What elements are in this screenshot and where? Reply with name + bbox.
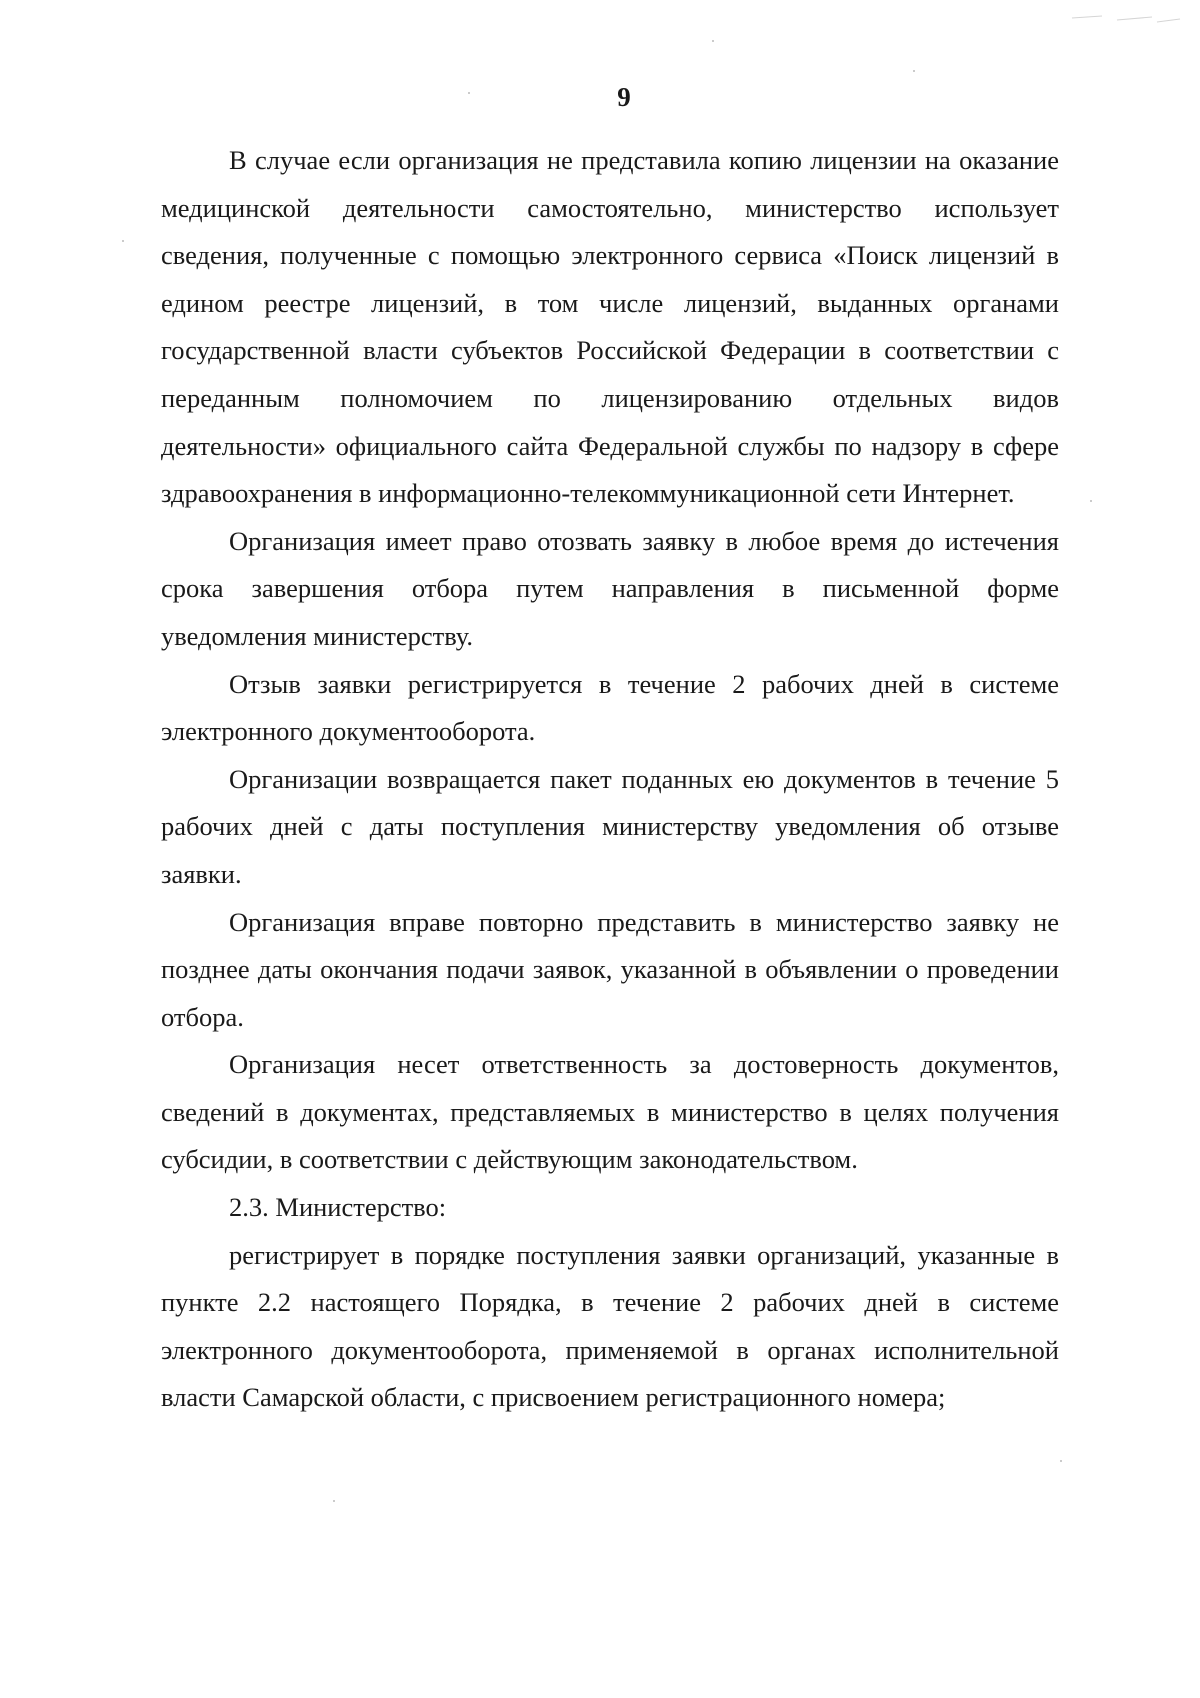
paragraph-license-info: В случае если организация не представила копию лицензии на оказание медицинской деятельности самостоятельно, министерство использует сведения, полученные с помощью электронного сервиса «Поиск лицензий в едином реестре лицензий, в том числе лицензий, выданных органами государственной власти субъектов Российской Федерации в соответствии с переданным полномочием по лицензированию отдельных видов деятельности» официального сайта Федеральной службы по надзору в сфере здравоохранения в информационно-телекоммуникационной сети Интернет. — [161, 145, 1059, 509]
paragraph-registration-duty: регистрирует в порядке поступления заявки организаций, указанные в пункте 2.2 настоящего Порядка, в течение 2 рабочих дней в системе электронного документооборота, применяемой в органах исполнительной власти Самарской области, с присвоением регистрационного номера; — [161, 1239, 1059, 1413]
document-body — [161, 137, 1059, 1422]
scan-artifact — [1062, 8, 1182, 28]
paragraph-responsibility: Организация несет ответственность за достоверность документов, сведений в документах, представляемых в министерство в целях получения субсидии, в соответствии с действующим законодательством. — [161, 1049, 1059, 1175]
scan-speck — [913, 70, 915, 72]
scan-speck — [468, 92, 470, 94]
paragraph-documents-return: Организации возвращается пакет поданных ею документов в течение 5 рабочих дней с даты поступления министерству уведомления об отзыве заявки. — [161, 763, 1059, 889]
scan-speck — [1060, 1460, 1062, 1462]
scan-speck — [712, 40, 714, 42]
scan-speck — [1090, 500, 1092, 502]
page-number: 9 — [617, 82, 631, 112]
scan-speck — [333, 1500, 335, 1502]
section-heading-2-3: 2.3. Министерство: — [229, 1192, 447, 1223]
paragraph-resubmission: Организация вправе повторно представить в министерство заявку не позднее даты окончания подачи заявок, указанной в объявлении о проведении отбора. — [161, 906, 1059, 1032]
paragraph-withdraw-registration: Отзыв заявки регистрируется в течение 2 рабочих дней в системе электронного документооборота. — [161, 668, 1059, 747]
paragraph-withdraw-right: Организация имеет право отозвать заявку в любое время до истечения срока завершения отбора путем направления в письменной форме уведомления министерству. — [161, 525, 1059, 651]
scan-speck — [122, 240, 124, 242]
